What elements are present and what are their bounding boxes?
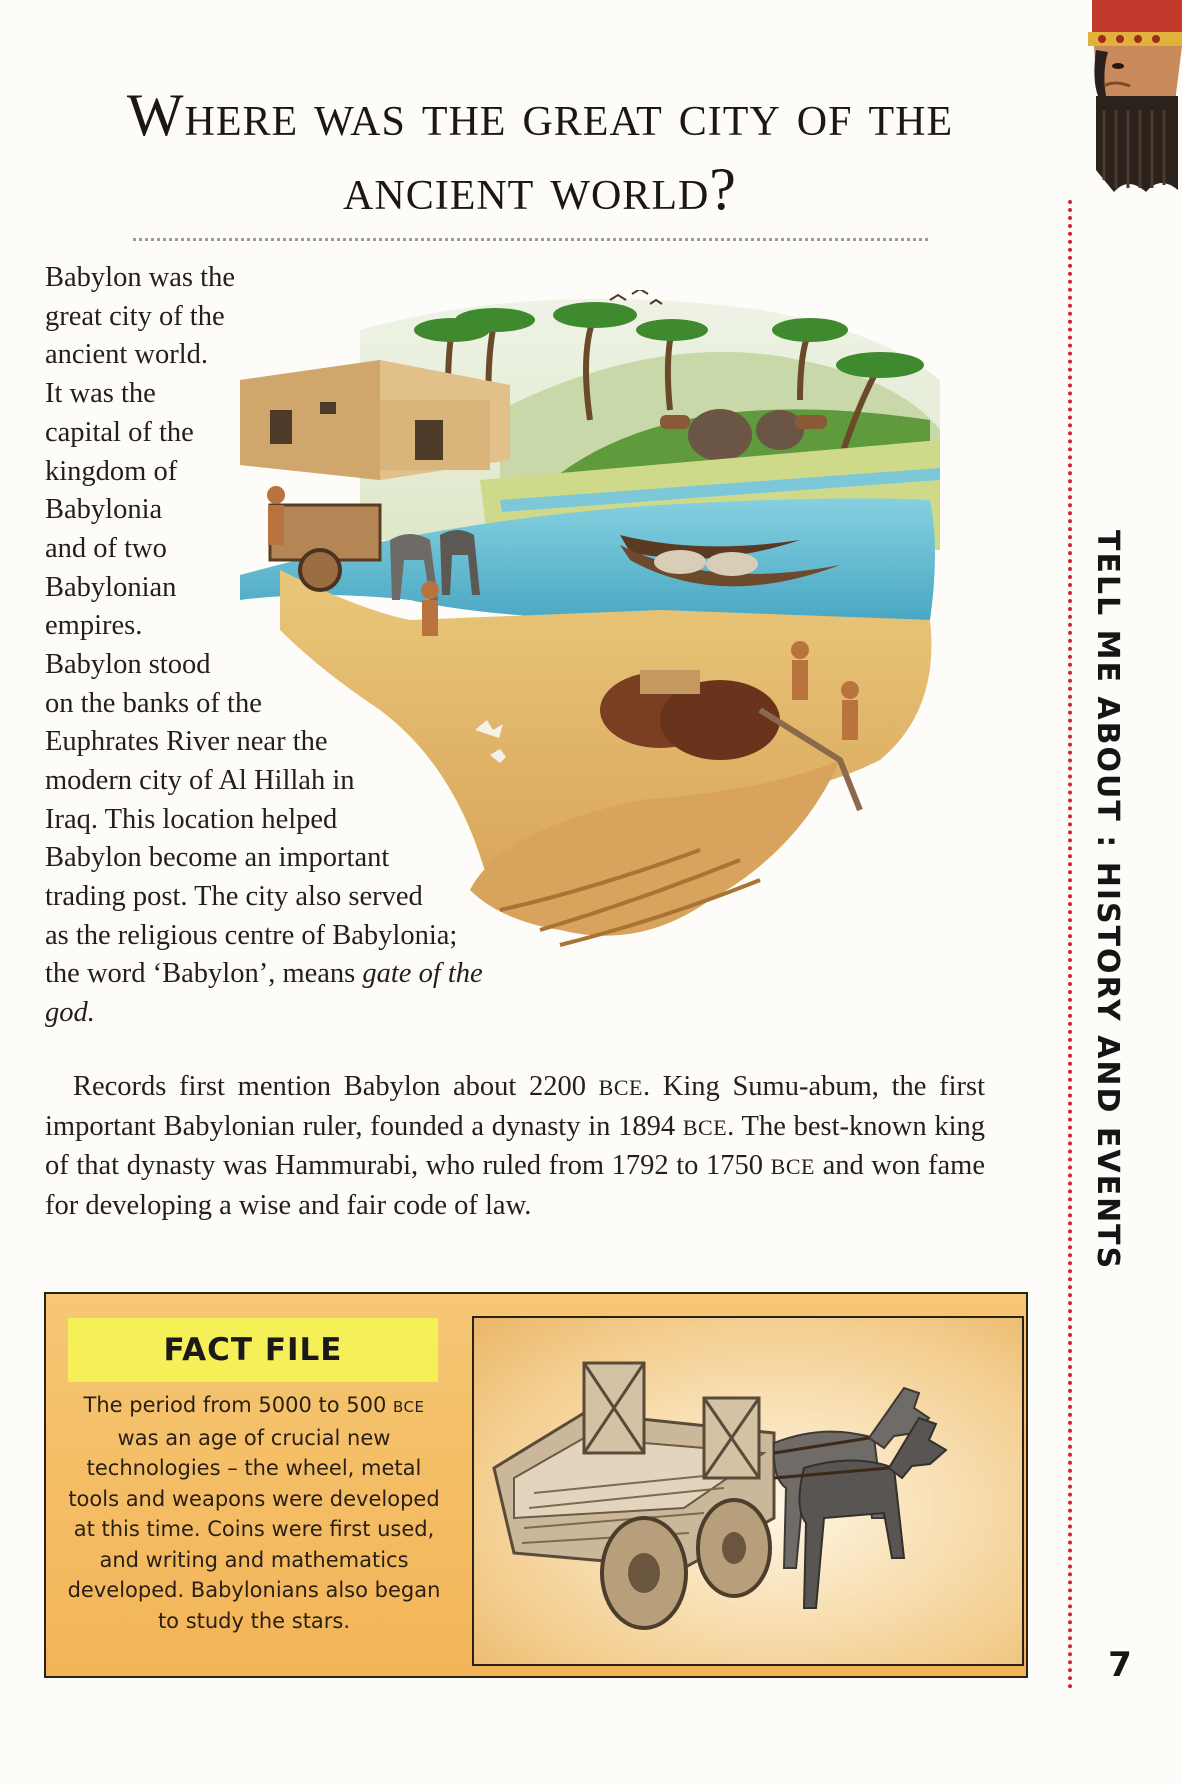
meaning-italic-end: god. [45, 997, 95, 1028]
intro-line: on the banks of the [45, 688, 262, 719]
records-paragraph [45, 1068, 985, 1225]
intro-line: ancient world. [45, 339, 209, 370]
intro-line-meaning-end [45, 993, 95, 1032]
era-label: BCE [770, 1154, 815, 1179]
intro-line: Babylonia [45, 494, 163, 525]
intro-line: capital of the [45, 417, 194, 448]
donkey-cart-illustration-frame [472, 1316, 1024, 1666]
era-label: BCE [598, 1075, 643, 1100]
intro-line: Euphrates River near the [45, 726, 328, 757]
meaning-italic: gate of the [362, 958, 483, 989]
meaning-text: the word ‘Babylon’, means [45, 958, 363, 989]
intro-line: Babylon stood [45, 649, 211, 680]
intro-line: empires. [45, 610, 143, 641]
records-text: Records first mention Babylon about 2200 [73, 1071, 599, 1102]
fact-file-heading: FACT FILE [163, 1332, 343, 1368]
donkey-cart-illustration [474, 1318, 1022, 1664]
babylonian-king-portrait [1074, 0, 1182, 200]
intro-line: as the religious centre of Babylonia; [45, 920, 458, 951]
page-title: Where was the great city of the ancient world? [126, 82, 954, 222]
intro-line: It was the [45, 378, 156, 409]
intro-line: Iraq. This location helped [45, 804, 338, 835]
section-label: TELL ME ABOUT : HISTORY AND EVENTS [1090, 530, 1125, 1271]
intro-line: Babylon become an important [45, 842, 390, 873]
sidebar-dotted-rule [1068, 200, 1072, 1690]
intro-line: trading post. The city also served [45, 881, 423, 912]
intro-line: Babylon was the [45, 262, 235, 293]
records-text: and won fame for developing a wise and fair code of law. [45, 1150, 985, 1221]
title-divider [133, 238, 928, 241]
intro-line: modern city of Al Hillah in [45, 765, 355, 796]
fact-file-box [44, 1292, 1028, 1678]
era-label: BCE [393, 1398, 425, 1416]
intro-line: and of two [45, 533, 167, 564]
records-text: . The best-known king of that dynasty was Hammurabi, who ruled from 1792 to 1750 [45, 1110, 985, 1181]
intro-line-meaning [45, 954, 483, 993]
records-text: . King Sumu-abum, the first important Babylonian ruler, founded a dynasty in 1894 [45, 1071, 985, 1142]
intro-line: kingdom of [45, 456, 178, 487]
fact-text: was an age of crucial new technologies – the wheel, metal tools and weapons were developed at this time. Coins were first used, and writing and mathematics developed. Babylonians also began to study the stars. [67, 1425, 441, 1633]
intro-line: Babylonian [45, 572, 177, 603]
era-label: BCE [682, 1114, 728, 1140]
fact-file-text [64, 1390, 444, 1636]
page-number: 7 [1108, 1645, 1132, 1685]
fact-text: The period from 5000 to 500 [83, 1393, 393, 1417]
intro-line: great city of the [45, 301, 225, 332]
